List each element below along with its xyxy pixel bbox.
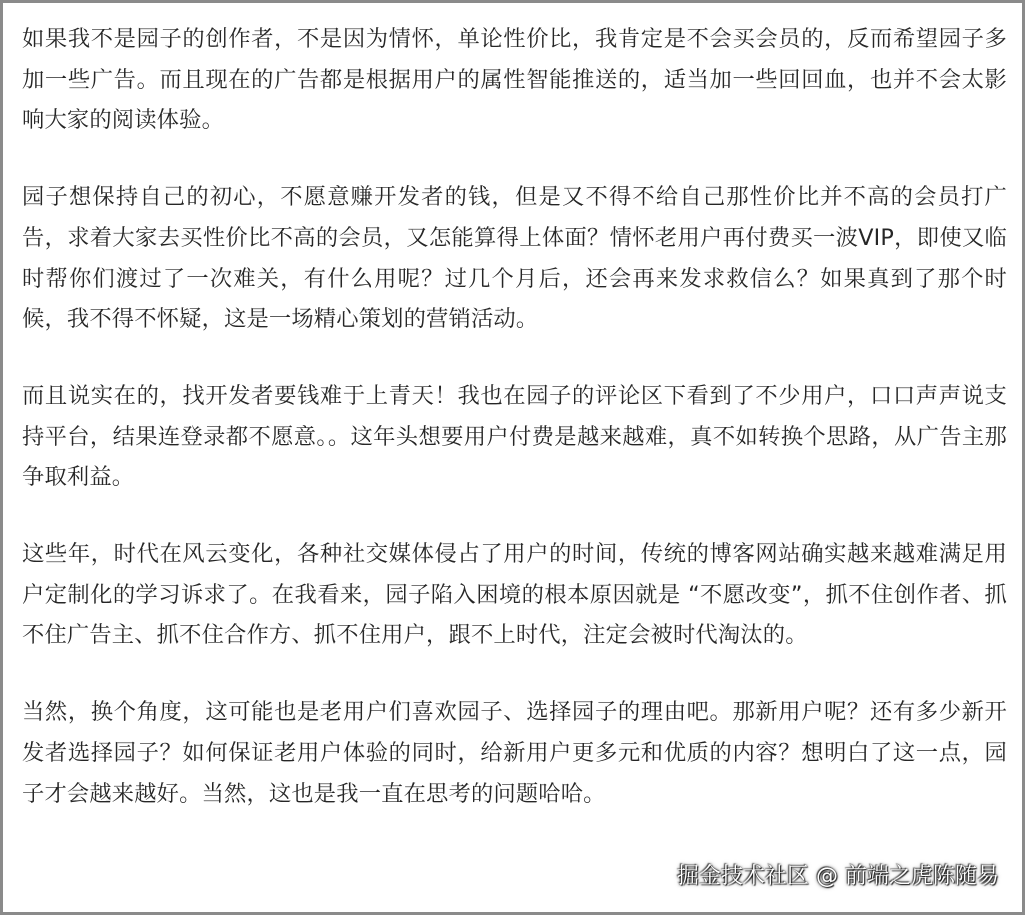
article-paragraph: 而且说实在的，找开发者要钱难于上青天！我也在园子的评论区下看到了不少用户，口口声声说支持平台，结果连登录都不愿意。。这年头想要用户付费是越来越难，真不如转换个思路，从广告主那争取利益。 bbox=[22, 382, 1007, 491]
article-paragraph: 园子想保持自己的初心，不愿意赚开发者的钱，但是又不得不给自己那性价比并不高的会员打广告，求着大家去买性价比不高的会员，又怎能算得上体面？情怀老用户再付费买一波VIP，即使又临时帮你们渡过了一次难关，有什么用呢？过几个月后，还会再来发求救信么？如果真到了那个时候，我不得不怀疑，这是一场精心策划的营销活动。 bbox=[22, 184, 1007, 333]
article-paragraph: 这些年，时代在风云变化，各种社交媒体侵占了用户的时间，传统的博客网站确实越来越难满足用户定制化的学习诉求了。在我看来，园子陷入困境的根本原因就是 “不愿改变”，抓不住创作者、抓不住广告主、抓不住合作方、抓不住用户，跟不上时代，注定会被时代淘汰的。 bbox=[22, 541, 1007, 649]
article-paragraph: 如果我不是园子的创作者，不是因为情怀，单论性价比，我肯定是不会买会员的，反而希望园子多加一些广告。而且现在的广告都是根据用户的属性智能推送的，适当加一些回回血，也并不会太影响大家的阅读体验。 bbox=[22, 26, 1007, 134]
article-body bbox=[22, 19, 1007, 850]
article-paragraph: 当然，换个角度，这可能也是老用户们喜欢园子、选择园子的理由吧。那新用户呢？还有多少新开发者选择园子？如何保证老用户体验的同时，给新用户更多元和优质的内容？想明白了这一点，园子才会越来越好。当然，这也是我一直在思考的问题哈哈。 bbox=[22, 699, 1007, 807]
watermark: 掘金技术社区 @ 前端之虎陈随易 bbox=[677, 864, 999, 889]
